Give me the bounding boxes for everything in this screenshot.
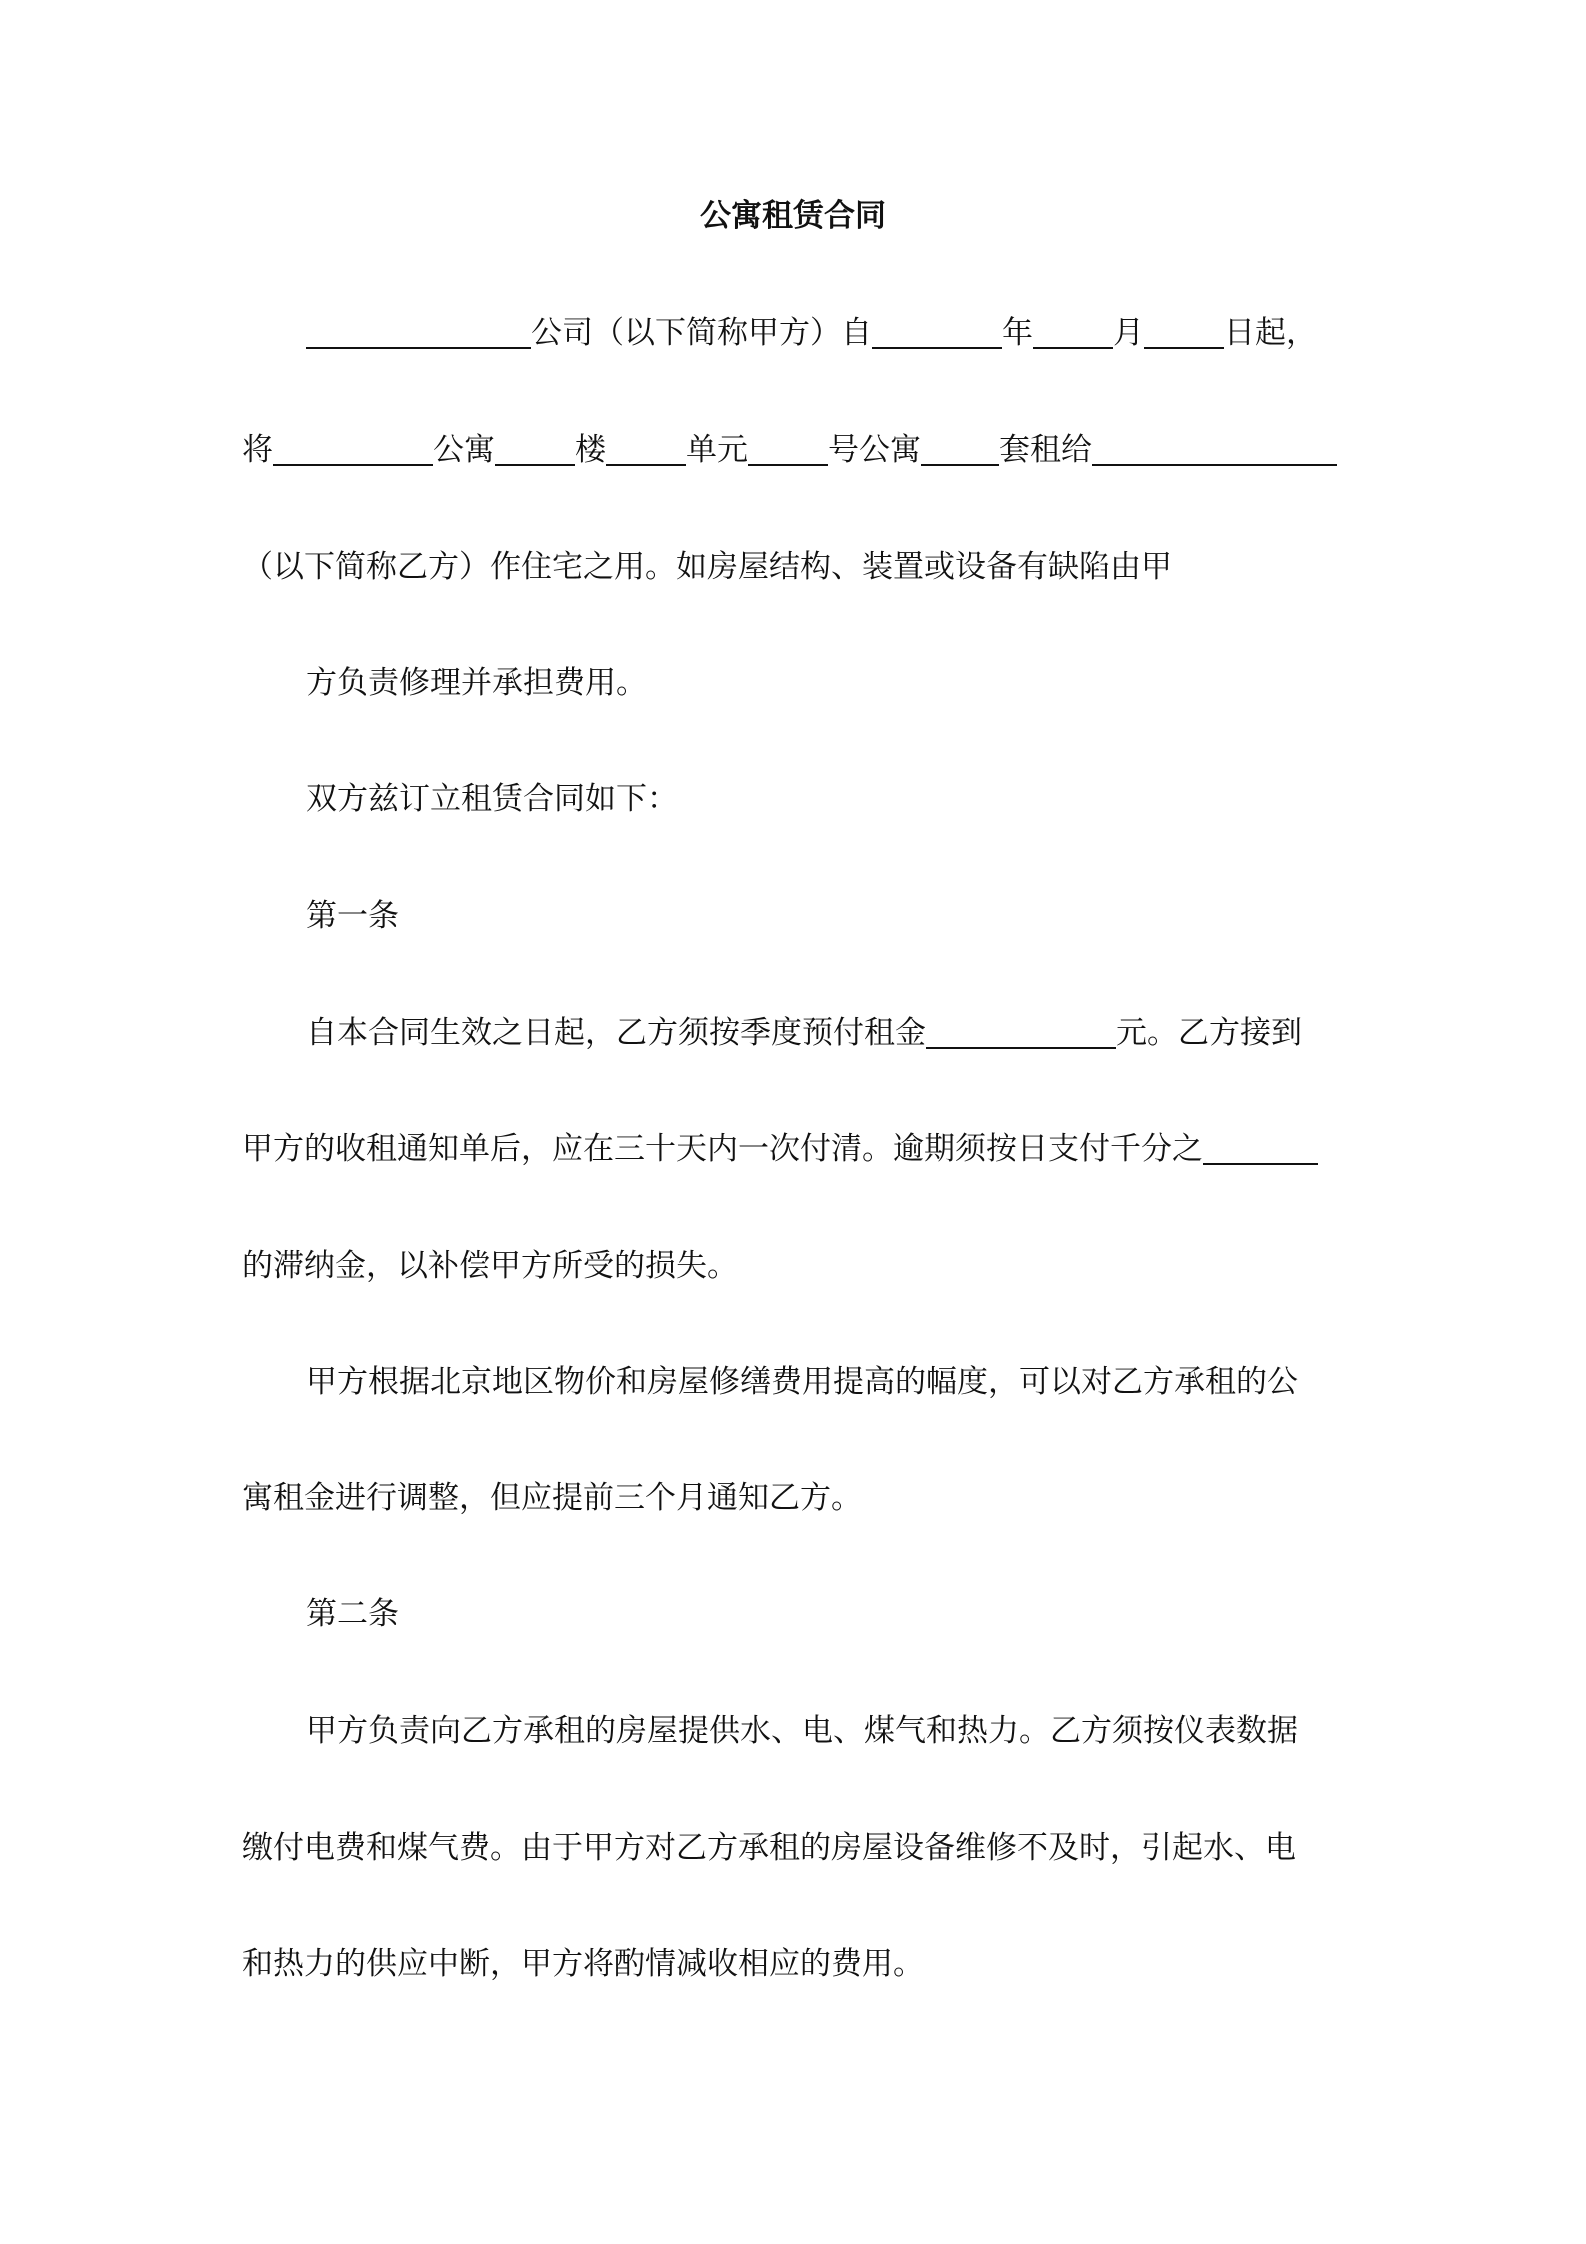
intro-line-5: 双方兹订立租赁合同如下：	[306, 781, 678, 817]
intro-year-text: 年	[1002, 315, 1033, 351]
intro-day-text: 日起，	[1224, 315, 1317, 351]
intro-apt-number-text: 号公寓	[828, 432, 921, 468]
article-2-line-2: 缴付电费和煤气费。由于甲方对乙方承租的房屋设备维修不及时，引起水、电	[242, 1830, 1296, 1866]
intro-building-text: 楼	[575, 432, 606, 468]
late-fee-text: 甲方的收租通知单后，应在三十天内一次付清。逾期须按日支付千分之	[242, 1131, 1203, 1167]
article-2-line-3: 和热力的供应中断，甲方将酌情减收相应的费用。	[242, 1946, 924, 1982]
article-1-line-5: 寓租金进行调整，但应提前三个月通知乙方。	[242, 1480, 862, 1516]
blank-suite-count	[921, 434, 999, 466]
article-1-line-2	[242, 1129, 1318, 1169]
intro-jiang-text: 将	[242, 432, 273, 468]
article-1-heading: 第一条	[306, 898, 399, 934]
intro-company-text: 公司（以下简称甲方）自	[531, 315, 872, 351]
blank-building-number	[495, 434, 575, 466]
intro-unit-text: 单元	[686, 432, 748, 468]
rent-prepay-text: 自本合同生效之日起，乙方须按季度预付租金	[306, 1015, 926, 1051]
blank-rent-amount	[926, 1017, 1116, 1049]
blank-apartment-name	[273, 434, 433, 466]
intro-line-4: 方负责修理并承担费用。	[306, 665, 647, 701]
blank-start-day	[1144, 317, 1224, 349]
article-2-heading: 第二条	[306, 1596, 399, 1632]
blank-apartment-number	[748, 434, 828, 466]
document-title: 公寓租赁合同	[700, 198, 886, 234]
intro-line-1	[306, 313, 1317, 353]
intro-line-2	[242, 430, 1337, 470]
blank-unit-number	[606, 434, 686, 466]
article-1-line-4: 甲方根据北京地区物价和房屋修缮费用提高的幅度，可以对乙方承租的公	[306, 1364, 1298, 1400]
intro-apartment-text: 公寓	[433, 432, 495, 468]
article-1-line-1	[306, 1013, 1302, 1053]
blank-start-year	[872, 317, 1002, 349]
article-1-line-3: 的滞纳金，以补偿甲方所受的损失。	[242, 1248, 738, 1284]
intro-line-3: （以下简称乙方）作住宅之用。如房屋结构、装置或设备有缺陷由甲	[242, 549, 1172, 585]
blank-tenant-name	[1092, 434, 1337, 466]
rent-yuan-text: 元。乙方接到	[1116, 1015, 1302, 1051]
intro-month-text: 月	[1113, 315, 1144, 351]
blank-start-month	[1033, 317, 1113, 349]
intro-lease-to-text: 套租给	[999, 432, 1092, 468]
article-2-line-1: 甲方负责向乙方承租的房屋提供水、电、煤气和热力。乙方须按仪表数据	[306, 1713, 1298, 1749]
blank-company-name	[306, 317, 531, 349]
blank-late-fee-rate	[1203, 1133, 1318, 1165]
